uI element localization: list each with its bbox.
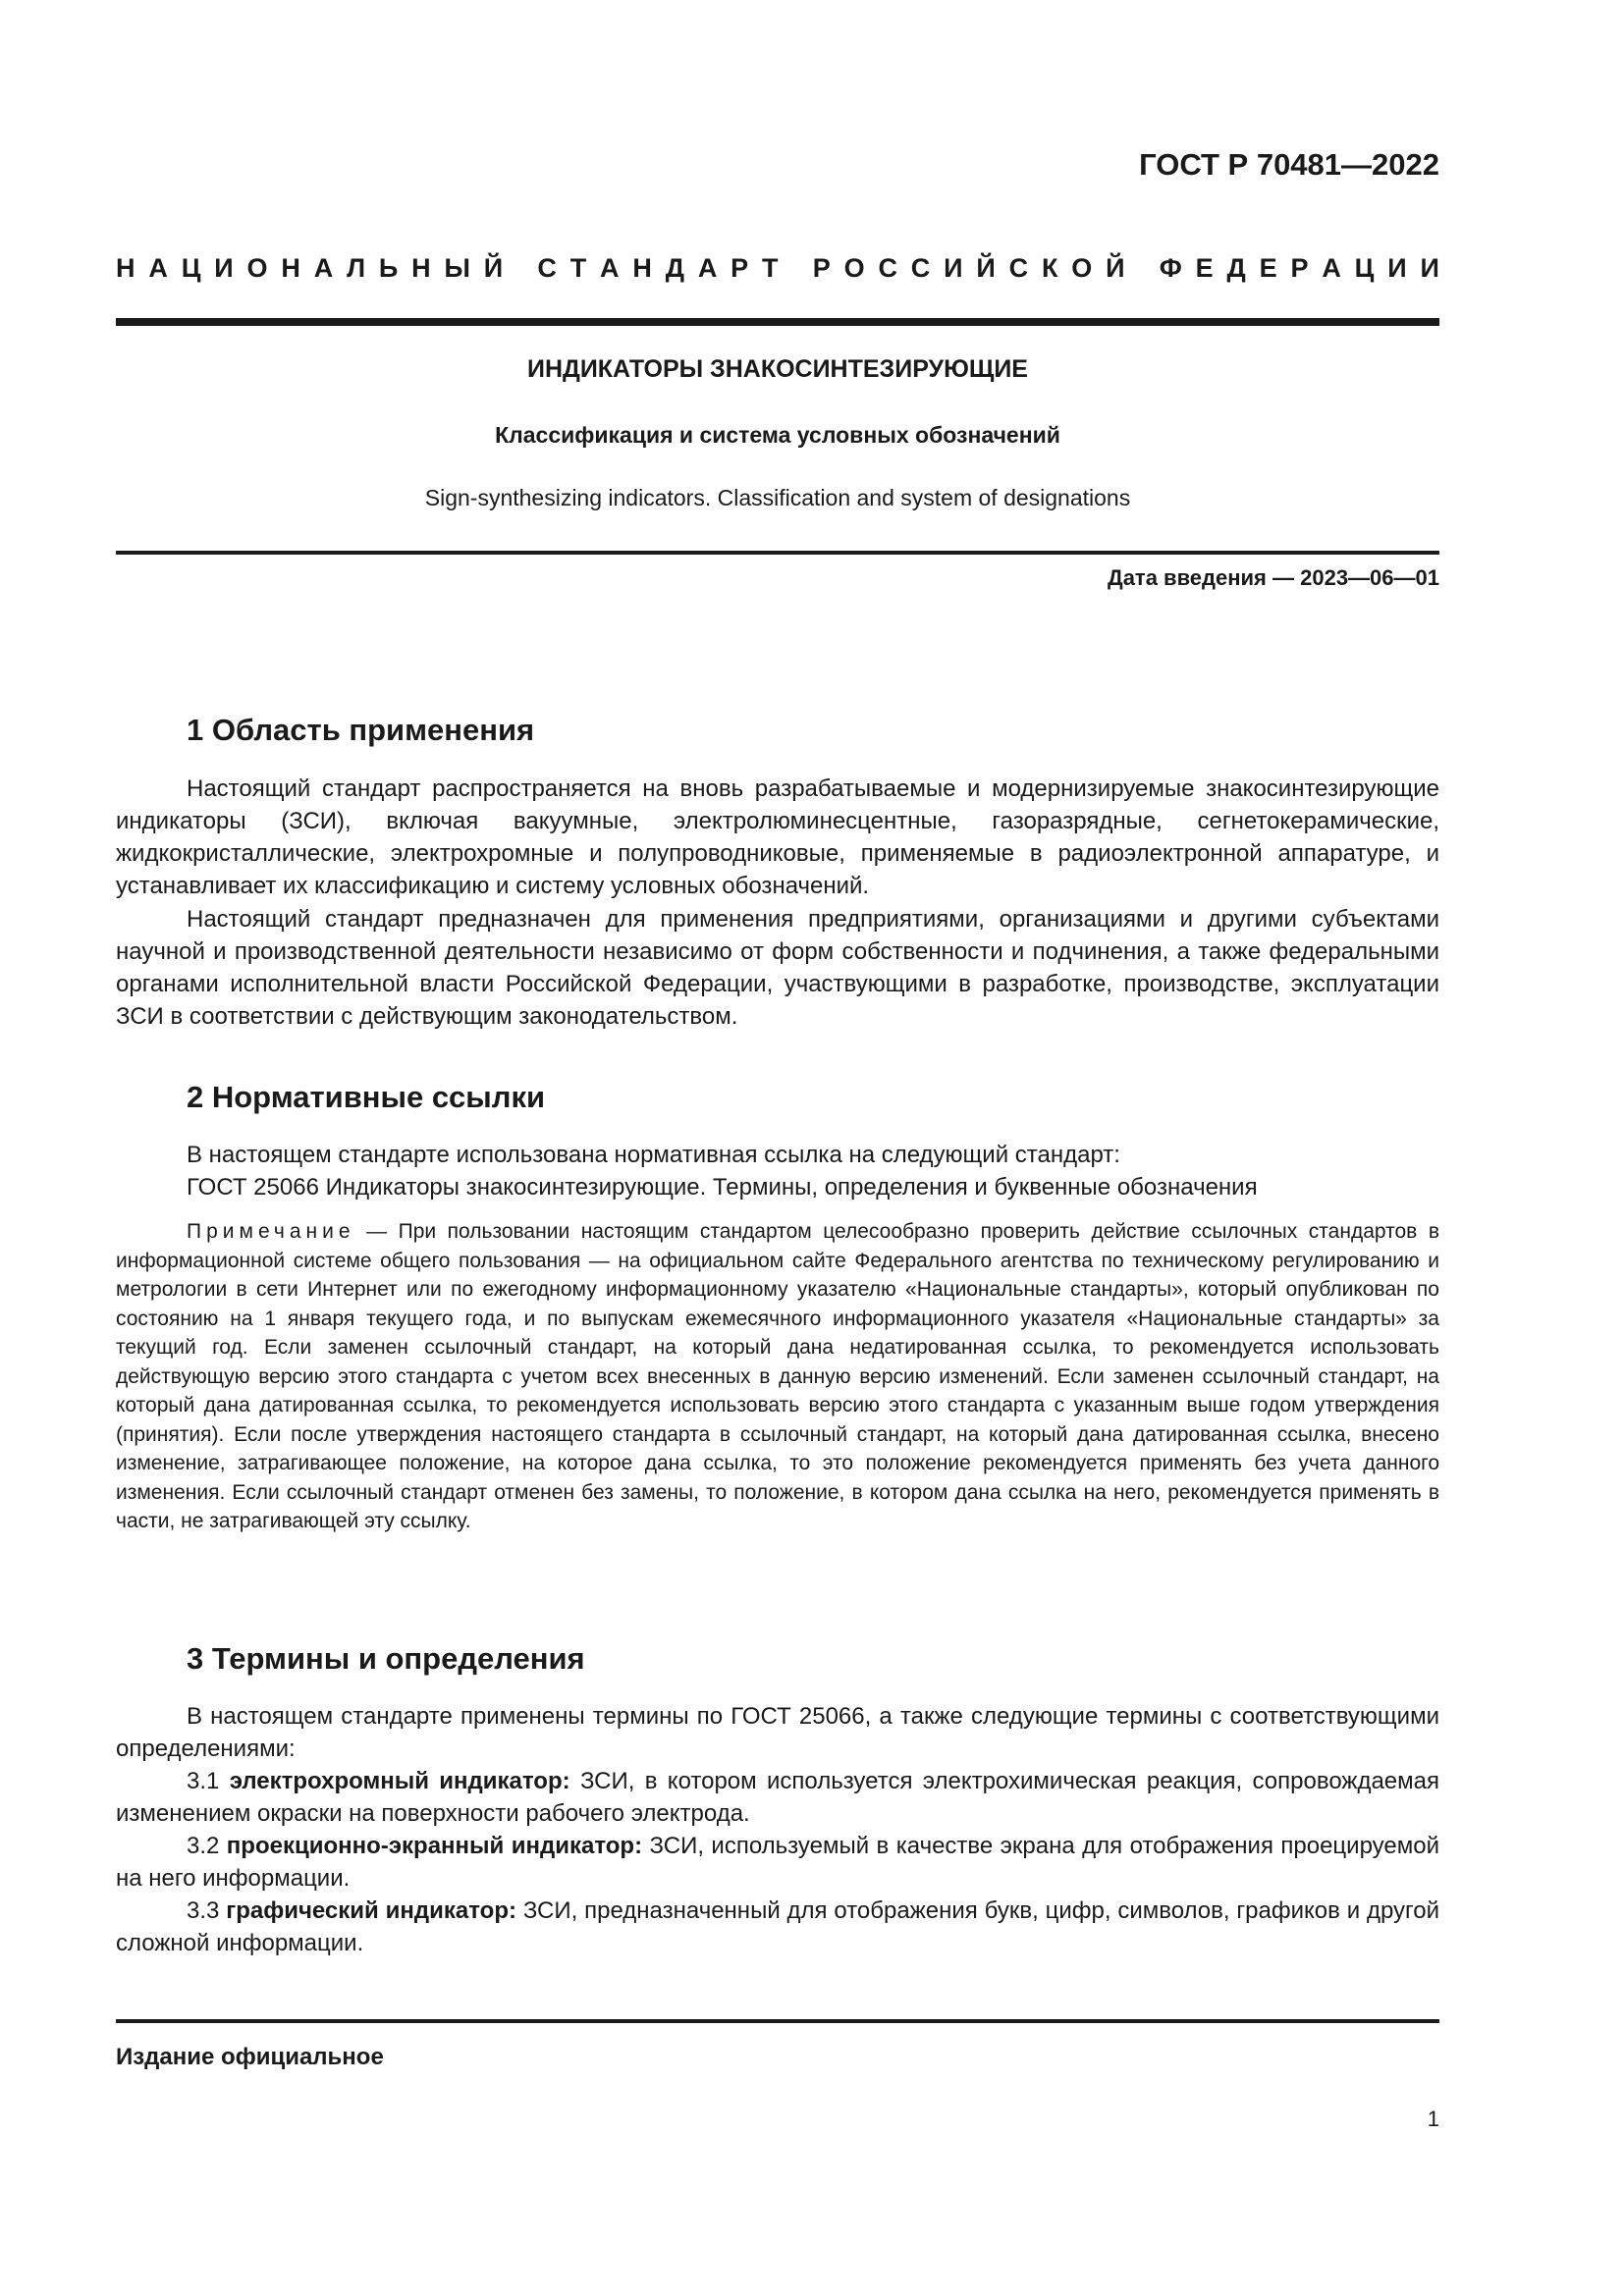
banner-letter: И <box>1420 253 1439 283</box>
term-number: 3.3 <box>187 1897 227 1924</box>
banner-letter: И <box>214 253 234 283</box>
term-definition: ЗСИ, используемый в качестве экрана для отображения проецируемой на него информации. <box>116 1833 1439 1892</box>
document-code: ГОСТ Р 70481—2022 <box>1139 147 1439 182</box>
official-edition-label: Издание официальное <box>116 2044 384 2070</box>
banner-letter: Й <box>483 253 504 283</box>
banner-letter: Ь <box>378 253 399 283</box>
term-name: проекционно-экранный индикатор: <box>226 1833 643 1859</box>
note-label: Примечание <box>187 1220 355 1243</box>
banner-letter: Л <box>347 253 366 283</box>
banner-letter: Й <box>976 253 996 283</box>
banner-letter: А <box>697 253 718 283</box>
term-name: графический индикатор: <box>226 1897 516 1924</box>
banner-letter: Е <box>1259 253 1277 283</box>
reference-note <box>116 1217 1439 1536</box>
banner-letter: Ц <box>181 253 201 283</box>
banner-letter: О <box>246 253 268 283</box>
term-number: 3.2 <box>187 1833 227 1859</box>
section-3-intro: В настоящем стандарте применены термины по ГОСТ 25066, а также следующие термины с соответствующими определениями: <box>116 1703 1439 1762</box>
banner-letter: С <box>1008 253 1029 283</box>
document-subtitle: Классификация и система условных обозначений <box>495 422 1060 448</box>
banner-letter: Р <box>1290 253 1309 283</box>
title-divider <box>116 551 1439 555</box>
document-title: ИНДИКАТОРЫ ЗНАКОСИНТЕЗИРУЮЩИЕ <box>527 355 1028 383</box>
section-1-paragraph-1: Настоящий стандарт распространяется на вновь разрабатываемые и модернизируемые знакосинтезирующие индикаторы (ЗСИ), включая вакуумные, электролюминесцентные, газоразрядные, сегнетокерамические, жидкокристаллические, электрохромные и полупроводниковые, применяемые в радиоэлектронной аппаратуре, и устанавливает их классификацию и систему условных обозначений. <box>116 775 1439 899</box>
banner-letter <box>516 253 524 284</box>
banner-letter: О <box>1071 253 1093 283</box>
note-text: — При пользовании настоящим стандартом целесообразно проверить действие ссылочных стандартов в информационной системе общего пользования — на официальном сайте Федерального агентства по техническому регулированию и метрологии в сети Интернет или по ежегодному информационному указателю «Национальные стандарты», который опубликован по состоянию на 1 января текущего года, и по выпускам ежемесячного информационного указателя «Национальные стандарты» за текущий год. Если заменен ссылочный стандарт, на который дана недатированная ссылка, то рекомендуется использовать действующую версию этого стандарта с учетом всех внесенных в данную версию изменений. Если заменен ссылочный стандарт, на который дана датированная ссылка, то рекомендуется использовать версию этого стандарта с указанным выше годом утверждения (принятия). Если после утверждения настоящего стандарта в ссылочный стандарт, на который дана датированная ссылка, внесено изменение, затрагивающее положение, на которое дана ссылка, то это положение рекомендуется применять без учета данного изменения. Если ссылочный стандарт отменен без замены, то положение, в котором дана ссылка на него, рекомендуется применять в части, не затрагивающей эту ссылку. <box>116 1220 1439 1532</box>
banner-letter: Н <box>411 253 431 283</box>
banner-letter <box>791 253 799 284</box>
banner-letter: Н <box>632 253 652 283</box>
banner-letter: А <box>1322 253 1341 283</box>
section-3-heading: 3 Термины и определения <box>187 1641 585 1676</box>
banner-letter: И <box>1387 253 1407 283</box>
page-number: 1 <box>1427 2107 1439 2131</box>
referenced-standard: ГОСТ 25066 Индикаторы знакосинтезирующие. Термины, определения и буквенные обозначения <box>187 1174 1258 1201</box>
banner-letter: А <box>600 253 620 283</box>
term-name: электрохромный индикатор: <box>229 1768 570 1794</box>
section-2-paragraph-1: В настоящем стандарте использована нормативная ссылка на следующий стандарт: <box>187 1142 1120 1168</box>
english-title: Sign-synthesizing indicators. Classification and system of designations <box>424 485 1131 510</box>
banner-letter: Р <box>812 253 831 283</box>
banner-letter <box>1138 253 1146 284</box>
banner-letter: Н <box>116 253 135 283</box>
banner-letter: Ф <box>1159 253 1182 283</box>
banner-letter: А <box>313 253 334 283</box>
banner-letter: С <box>878 253 897 283</box>
banner-letter: Т <box>569 253 587 283</box>
term-definition: ЗСИ, в котором используется электрохимическая реакция, сопровождаемая изменением окраски на поверхности рабочего электрода. <box>116 1768 1439 1827</box>
banner-letter: Е <box>1195 253 1214 283</box>
banner-letter: А <box>148 253 168 283</box>
section-1-heading: 1 Область применения <box>187 713 535 747</box>
section-1-paragraph-2: Настоящий стандарт предназначен для применения предприятиями, организациями и другими субъектами научной и производственной деятельности независимо от форм собственности и подчинения, а также федеральными органами исполнительной власти Российской Федерации, участвующими в разработке, производстве, эксплуатации ЗСИ в соответствии с действующим законодательством. <box>116 906 1439 1030</box>
banner-letter: Й <box>1106 253 1125 283</box>
footer-divider <box>116 2019 1439 2023</box>
banner-letter: И <box>944 253 963 283</box>
banner-letter: Н <box>281 253 300 283</box>
national-standard-banner <box>116 253 1439 284</box>
banner-letter: Р <box>731 253 749 283</box>
banner-letter: Д <box>1226 253 1246 283</box>
term-3-3 <box>116 1895 1439 1959</box>
introduction-date: Дата введения — 2023—06—01 <box>1108 565 1439 590</box>
banner-letter: О <box>843 253 865 283</box>
term-definition: ЗСИ, предназначенный для отображения букв, цифр, символов, графиков и другой сложной информации. <box>116 1897 1440 1956</box>
term-3-2 <box>116 1830 1439 1895</box>
term-3-1 <box>116 1765 1439 1830</box>
banner-letter: Ц <box>1354 253 1375 283</box>
banner-letter: Ы <box>444 253 470 283</box>
term-number: 3.1 <box>187 1768 230 1794</box>
banner-letter: С <box>537 253 557 283</box>
banner-letter: С <box>910 253 931 283</box>
banner-letter: Т <box>762 253 779 283</box>
banner-letter: Д <box>665 253 684 283</box>
section-2-heading: 2 Нормативные ссылки <box>187 1080 546 1114</box>
banner-letter: К <box>1041 253 1058 283</box>
header-divider <box>116 318 1439 326</box>
